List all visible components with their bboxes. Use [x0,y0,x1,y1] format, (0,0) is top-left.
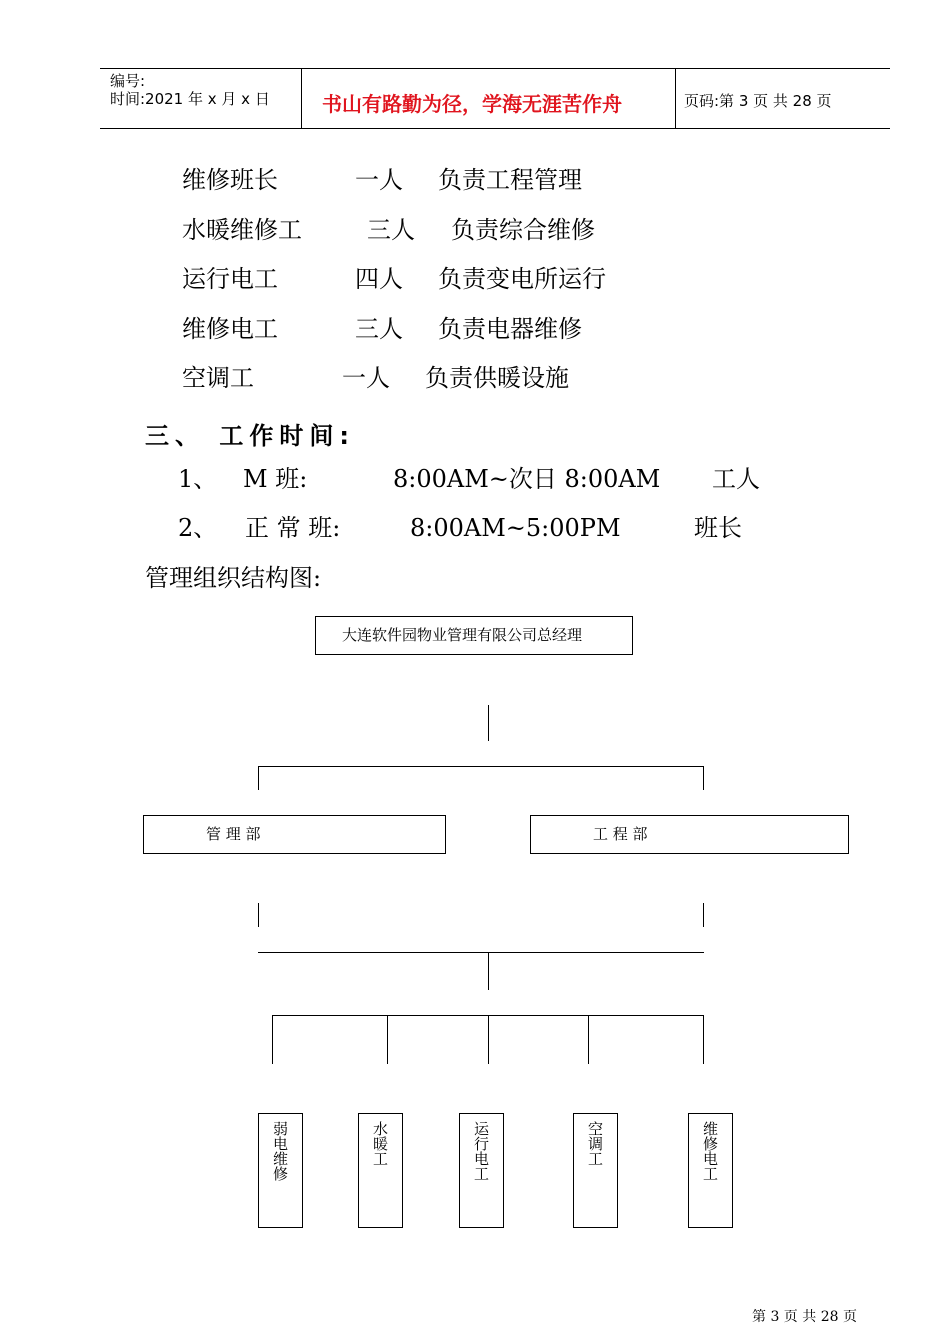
motto: 书山有路勤为径，学海无涯苦作舟 [322,92,622,116]
org-chart-caption: 管理组织结构图: [145,564,322,592]
org-top-box [315,616,633,655]
section-title: 三、 工作时间: [145,422,355,450]
staff-role: 维修班长 [182,166,278,194]
staff-count: 三人 [367,216,415,244]
staff-count: 一人 [342,364,390,392]
header-bottom-rule [100,128,890,129]
connector-line [258,903,259,927]
staff-duty: 负责工程管理 [438,166,582,194]
dept-box-engineering [530,815,849,854]
staff-count: 三人 [355,315,403,343]
staff-count: 一人 [355,166,403,194]
dept-box-management [143,815,446,854]
shift-hours: 8:00AM~5:00PM [410,514,621,542]
connector-line [588,1015,589,1064]
connector-line [387,1015,388,1064]
staff-role: 维修电工 [182,315,278,343]
header-top-rule [100,68,890,69]
staff-role: 水暖维修工 [182,216,302,244]
connector-line [272,1015,273,1064]
connector-line [258,766,704,767]
org-top-label: 大连软件园物业管理有限公司总经理 [342,626,583,644]
staff-duty: 负责变电所运行 [438,265,606,293]
staff-duty: 负责供暖设施 [425,364,569,392]
connector-line [258,766,259,790]
staff-duty: 负责综合维修 [451,216,595,244]
shift-name: M 班: [243,465,308,493]
staff-role: 运行电工 [182,265,278,293]
shift-staff: 班长 [694,514,742,542]
dept-label: 工 程 部 [593,825,648,843]
dept-label: 管 理 部 [206,825,261,843]
team-box [688,1113,733,1228]
shift-number: 2、 [178,514,218,542]
page-label: 页码:第 3 页 共 28 页 [684,92,832,110]
shift-hours: 8:00AM~次日 8:00AM [393,465,661,493]
connector-line [703,1015,704,1064]
team-label: 水暖工 [371,1121,389,1166]
page-footer: 第 3 页 共 28 页 [752,1309,857,1325]
shift-staff: 工人 [712,465,760,493]
team-box [573,1113,618,1228]
team-label: 空调工 [586,1121,604,1166]
time-label: 时间:2021 年 x 月 x 日 [110,90,270,108]
team-label: 维修电工 [701,1121,719,1181]
connector-line [703,903,704,927]
staff-duty: 负责电器维修 [438,315,582,343]
serial-label: 编号: [110,72,146,90]
connector-line [488,952,489,990]
shift-number: 1、 [178,465,218,493]
header-divider-right [675,68,676,129]
header-divider-left [301,68,302,129]
team-box [358,1113,403,1228]
staff-count: 四人 [355,265,403,293]
team-label: 弱电维修 [271,1121,289,1181]
connector-line [488,705,489,741]
team-label: 运行电工 [472,1121,490,1181]
connector-line [258,952,704,953]
connector-line [488,1015,489,1064]
shift-name: 正 常 班: [245,514,341,542]
connector-line [703,766,704,790]
team-box [258,1113,303,1228]
team-box [459,1113,504,1228]
staff-role: 空调工 [182,364,254,392]
